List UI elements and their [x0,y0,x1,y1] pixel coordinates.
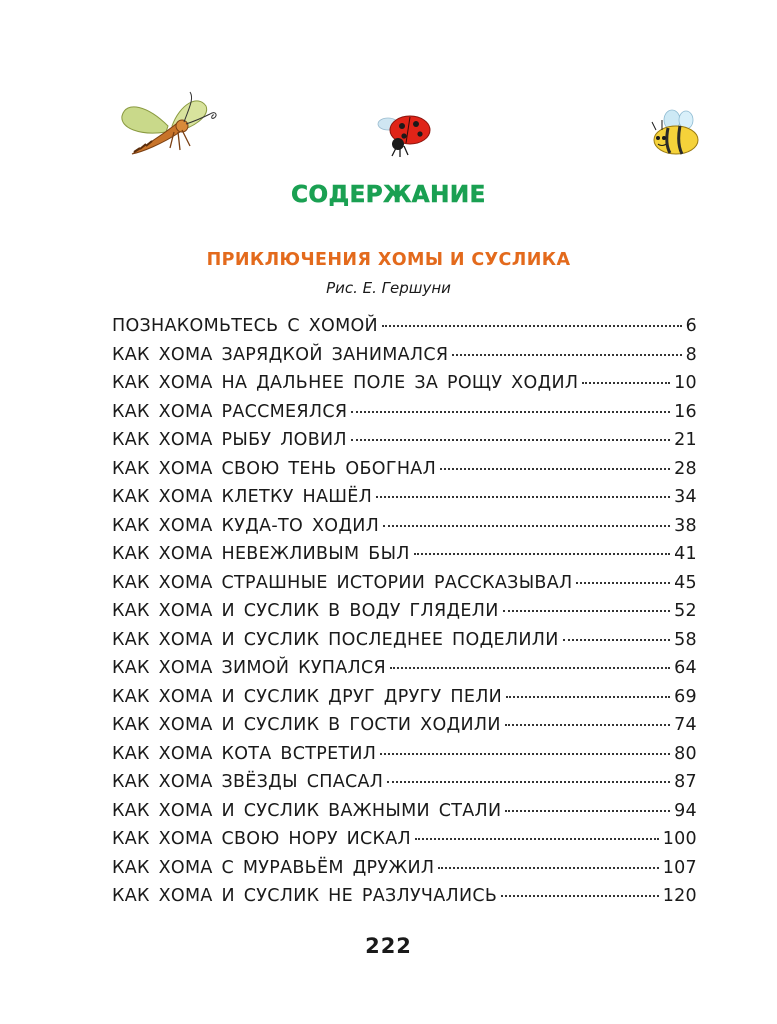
toc-entry-page: 94 [674,800,697,821]
toc-entry-title: КАК ХОМА С МУРАВЬЁМ ДРУЖИЛ [112,857,435,878]
toc-entry[interactable] [112,654,697,683]
toc-entry-page: 52 [674,601,697,621]
toc-entry[interactable] [112,768,697,797]
toc-entry-title: ПОЗНАКОМЬТЕСЬ С ХОМОЙ [112,316,378,336]
toc-entry-page: 80 [674,743,697,764]
dot-leader [582,381,670,384]
dot-leader [563,638,671,641]
toc-entry[interactable] [112,626,697,655]
dot-leader [576,581,670,584]
toc-entry[interactable] [112,512,697,541]
toc-entry[interactable] [112,854,697,883]
toc-entry-page: 100 [662,829,697,849]
toc-entry-title: КАК ХОМА И СУСЛИК ВАЖНЫМИ СТАЛИ [112,800,502,821]
toc-entry[interactable] [112,455,697,484]
toc-entry-title: КАК ХОМА И СУСЛИК ПОСЛЕДНЕЕ ПОДЕЛИЛИ [112,629,559,650]
toc-entry[interactable] [112,426,697,455]
toc-entry[interactable] [112,597,697,626]
toc-entry[interactable] [112,569,697,598]
toc-entry-title: КАК ХОМА СВОЮ НОРУ ИСКАЛ [112,829,412,849]
toc-entry-page: 28 [674,458,697,479]
toc-entry-page: 74 [674,715,697,735]
dot-leader [390,666,670,669]
toc-entry-page: 45 [674,572,697,593]
toc-entry-title: КАК ХОМА И СУСЛИК ДРУГ ДРУГУ ПЕЛИ [112,686,503,707]
contents-heading: СОДЕРЖАНИЕ [291,182,486,208]
dot-leader [383,524,670,527]
toc-entry-page: 10 [674,373,697,393]
toc-entry-page: 21 [674,430,697,450]
toc-entry-page: 8 [685,344,697,365]
dot-leader [351,438,670,441]
toc-entry[interactable] [112,711,697,740]
dot-leader [501,894,659,897]
toc-entry-page: 87 [674,772,697,792]
moth-icon [118,86,230,162]
dot-leader [438,866,658,869]
toc-entry-page: 58 [674,629,697,650]
toc-entry-title: КАК ХОМА РАССМЕЯЛСЯ [112,401,348,422]
dot-leader [387,780,670,783]
toc-entry[interactable] [112,882,697,911]
toc-entry-title: КАК ХОМА РЫБУ ЛОВИЛ [112,430,347,450]
toc-entry-page: 41 [674,544,697,564]
toc-entry-title: КАК ХОМА И СУСЛИК НЕ РАЗЛУЧАЛИСЬ [112,886,498,906]
toc-entry[interactable] [112,369,697,398]
dot-leader [505,723,670,726]
toc-entry-page: 69 [674,686,697,707]
toc-entry[interactable] [112,540,697,569]
table-of-contents [112,312,697,911]
section-title: ПРИКЛЮЧЕНИЯ ХОМЫ И СУСЛИКА [206,250,571,270]
dot-leader [503,609,671,612]
toc-entry-title: КАК ХОМА И СУСЛИК В ВОДУ ГЛЯДЕЛИ [112,601,499,621]
toc-entry-title: КАК ХОМА КУДА-ТО ХОДИЛ [112,515,380,536]
toc-entry-title: КАК ХОМА И СУСЛИК В ГОСТИ ХОДИЛИ [112,715,501,735]
illustrator-credit: Рис. Е. Гершуни [326,279,451,297]
dot-leader [351,410,670,413]
toc-entry-title: КАК ХОМА ЗИМОЙ КУПАЛСЯ [112,658,386,678]
toc-entry-title: КАК ХОМА ЗАРЯДКОЙ ЗАНИМАЛСЯ [112,344,449,365]
dot-leader [452,353,681,356]
dot-leader [380,752,670,755]
toc-entry-title: КАК ХОМА КОТА ВСТРЕТИЛ [112,743,377,764]
toc-entry-title: КАК ХОМА ЗВЁЗДЫ СПАСАЛ [112,772,384,792]
ladybug-icon [376,108,438,158]
toc-entry[interactable] [112,683,697,712]
toc-entry[interactable] [112,740,697,769]
toc-entry[interactable] [112,398,697,427]
toc-entry[interactable] [112,312,697,341]
toc-entry[interactable] [112,797,697,826]
bee-icon [646,108,708,160]
toc-entry-page: 107 [662,857,697,878]
toc-entry-title: КАК ХОМА СВОЮ ТЕНЬ ОБОГНАЛ [112,458,437,479]
dot-leader [505,809,670,812]
toc-entry-page: 34 [674,487,697,507]
dot-leader [376,495,670,498]
toc-entry-page: 6 [685,316,697,336]
toc-entry-page: 64 [674,658,697,678]
toc-entry-title: КАК ХОМА СТРАШНЫЕ ИСТОРИИ РАССКАЗЫВАЛ [112,572,573,593]
toc-entry-title: КАК ХОМА НА ДАЛЬНЕЕ ПОЛЕ ЗА РОЩУ ХОДИЛ [112,373,579,393]
toc-entry-title: КАК ХОМА КЛЕТКУ НАШЁЛ [112,487,373,507]
toc-entry-page: 16 [674,401,697,422]
dot-leader [382,324,682,327]
toc-entry-page: 38 [674,515,697,536]
dot-leader [506,695,670,698]
dot-leader [415,837,659,840]
page-number: 222 [365,934,412,958]
dot-leader [414,552,670,555]
toc-entry[interactable] [112,341,697,370]
toc-entry-title: КАК ХОМА НЕВЕЖЛИВЫМ БЫЛ [112,544,410,564]
toc-entry[interactable] [112,483,697,512]
dot-leader [440,467,670,470]
toc-entry[interactable] [112,825,697,854]
toc-entry-page: 120 [662,886,697,906]
